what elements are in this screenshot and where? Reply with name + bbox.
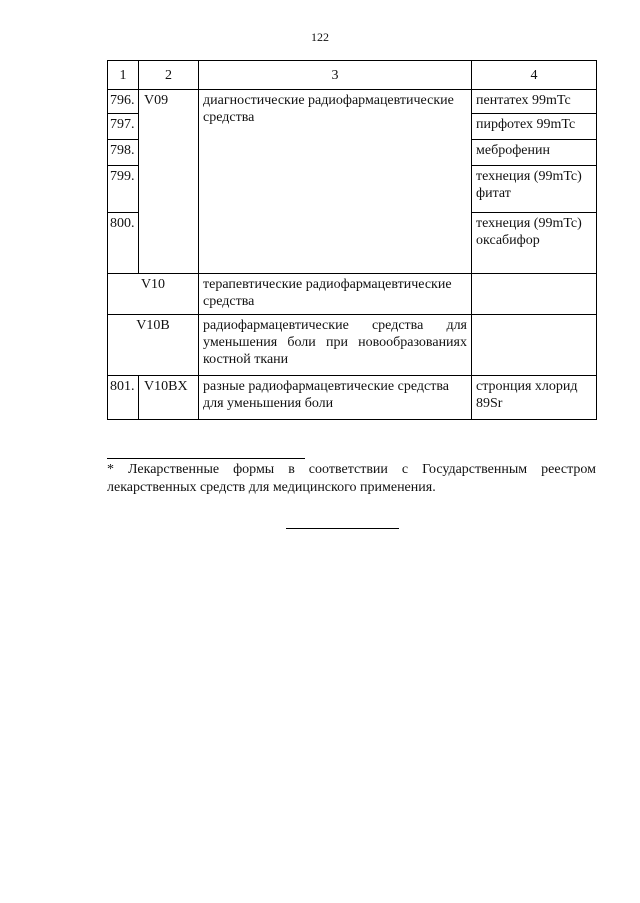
atc-code: V09	[139, 90, 199, 274]
column-header-1: 1	[108, 61, 139, 90]
table-header-row	[108, 61, 597, 90]
drug-name: меброфенин	[472, 140, 597, 166]
page-number: 122	[311, 30, 329, 44]
atc-code: V10B	[108, 315, 199, 376]
row-number: 798.	[108, 140, 139, 166]
drug-name: стронция хлорид 89Sr	[472, 376, 597, 420]
atc-code: V10BX	[139, 376, 199, 420]
group-description: разные радиофармацевтические средства для уменьшения боли	[199, 376, 472, 420]
table-row	[108, 90, 597, 114]
drug-classification-table	[107, 60, 597, 420]
drug-name: пентатех 99mTc	[472, 90, 597, 114]
drug-name	[472, 315, 597, 376]
drug-name: пирфотех 99mTc	[472, 114, 597, 140]
group-description: радиофармацевтические средства для уменьшения боли при новообразованиях костной ткани	[199, 315, 472, 376]
row-number: 800.	[108, 213, 139, 274]
drug-name: технеция (99mTc) фитат	[472, 166, 597, 213]
row-number: 796.	[108, 90, 139, 114]
column-header-2: 2	[139, 61, 199, 90]
group-description: терапевтические радиофармацевтические средства	[199, 274, 472, 315]
row-number: 799.	[108, 166, 139, 213]
column-header-4: 4	[472, 61, 597, 90]
column-header-3: 3	[199, 61, 472, 90]
table-row	[108, 315, 597, 376]
row-number: 797.	[108, 114, 139, 140]
footnote-separator	[107, 458, 305, 459]
table-row	[108, 274, 597, 315]
drug-name	[472, 274, 597, 315]
end-of-document-rule	[286, 528, 399, 529]
table-row	[108, 376, 597, 420]
group-description: диагностические радиофармацевтические средства	[199, 90, 472, 274]
row-number: 801.	[108, 376, 139, 420]
drug-name: технеция (99mTc) оксабифор	[472, 213, 597, 274]
footnote: * Лекарственные формы в соответствии с Государственным реестром лекарственных средств для медицинского применения.	[107, 462, 596, 495]
atc-code: V10	[108, 274, 199, 315]
